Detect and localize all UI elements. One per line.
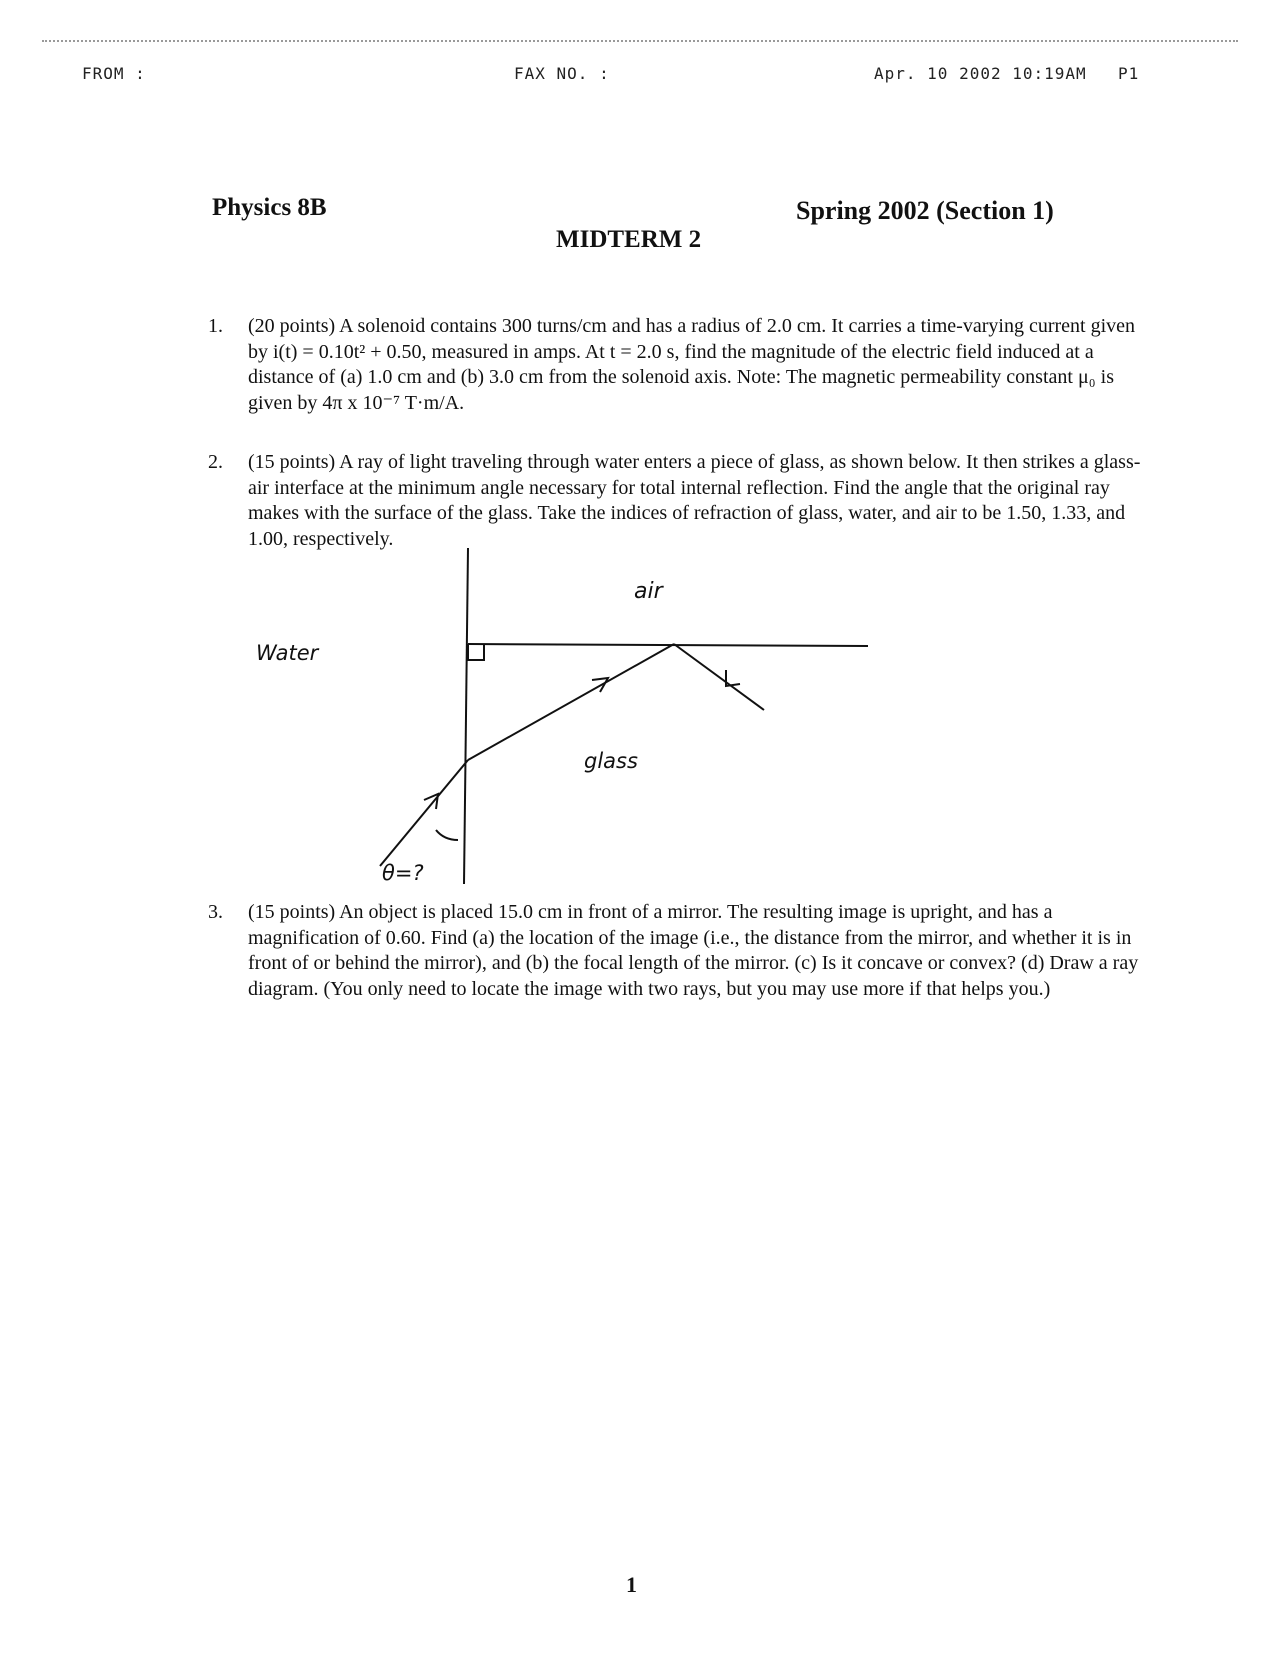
reflected-ray	[674, 644, 764, 710]
label-glass: glass	[584, 749, 638, 773]
incident-ray	[380, 760, 468, 866]
question-text: (15 points) A ray of light traveling through water enters a piece of glass, as shown below. It then strikes a glass-air interface at the minimum angle necessary for total internal reflection. Find the angle that the original ray makes with the surface of the glass. Take the indices of refraction of glass, water, and air to be 1.50, 1.33, and 1.00, respectively.	[248, 451, 1141, 550]
question-number: 3.	[208, 901, 223, 923]
arrow-incident	[424, 794, 438, 809]
refraction-diagram	[240, 548, 880, 888]
label-theta: θ=?	[382, 861, 424, 885]
fax-page: P1	[1118, 64, 1140, 83]
question-text: (20 points) A solenoid contains 300 turns/cm and has a radius of 2.0 cm. It carries a time-varying current given by i(t) = 0.10t² + 0.50, measured in amps. At t = 2.0 s, find the magnitude of the electric field induced at a distance of (a) 1.0 cm and (b) 3.0 cm from the solenoid axis. Note: The magnetic permeability constant μ₀ is given by 4π x 10⁻⁷ T·m/A.	[248, 315, 1136, 414]
right-angle-mark	[468, 644, 484, 660]
fax-datetime: Apr. 10 2002 10:19AM	[874, 64, 1087, 83]
label-air: air	[634, 579, 663, 604]
question-number: 1.	[208, 315, 223, 337]
angle-arc	[436, 830, 458, 840]
semester-label: Spring 2002 (Section 1)	[796, 196, 1054, 225]
question-1	[208, 314, 1158, 416]
label-water: Water	[256, 641, 319, 665]
question-number: 2.	[208, 451, 223, 473]
exam-title: MIDTERM 2	[556, 226, 702, 253]
fax-from: FROM :	[82, 64, 146, 83]
fax-dotted-rule	[42, 40, 1238, 42]
question-2	[208, 450, 1158, 552]
refracted-ray	[468, 644, 674, 760]
water-glass-interface	[464, 548, 468, 884]
fax-number: FAX NO. :	[514, 64, 610, 83]
glass-air-interface	[468, 644, 868, 646]
course-title: Physics 8B	[212, 194, 327, 221]
question-text: (15 points) An object is placed 15.0 cm in front of a mirror. The resulting image is upright, and has a magnification of 0.60. Find (a) the location of the image (i.e., the distance from the mirror, and whether it is in front of or behind the mirror), and (b) the focal length of the mirror. (c) Is it concave or convex? (d) Draw a ray diagram. (You only need to locate the image with two rays, but you may use more if that helps you.)	[248, 901, 1139, 1000]
page-number: 1	[626, 1572, 637, 1597]
question-3	[208, 900, 1168, 1002]
